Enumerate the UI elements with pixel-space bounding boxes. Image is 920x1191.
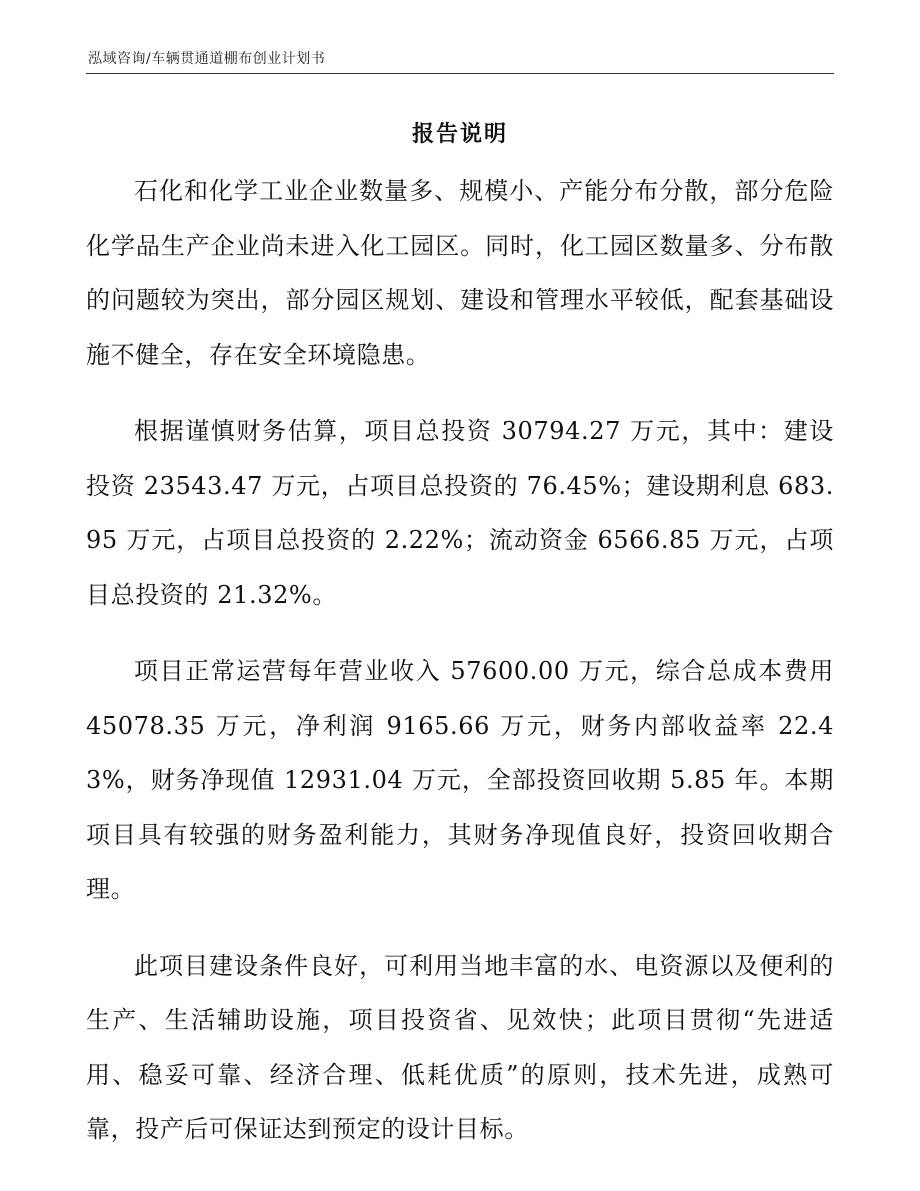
- report-body: [86, 164, 834, 1179]
- paragraph-financial-returns: 项目正常运营每年营业收入 57600.00 万元，综合总成本费用 45078.35 万元，净利润 9165.66 万元，财务内部收益率 22.43%，财务净现值 12931.04 万元，全部投资回收期 5.85 年。本期项目具有较强的财务盈利能力，其财务净现值良好，投资回收期合理。: [86, 657, 834, 903]
- header-divider: [86, 73, 834, 74]
- paragraph-investment-estimate: 根据谨慎财务估算，项目总投资 30794.27 万元，其中：建设投资 23543.47 万元，占项目总投资的 76.45%；建设期利息 683.95 万元，占项目总投资的 2.22%；流动资金 6566.85 万元，占项目总投资的 21.32%。: [86, 417, 834, 609]
- section-title: 报告说明: [411, 121, 508, 147]
- running-header: 泓域咨询/车辆贯通道棚布创业计划书: [88, 51, 326, 67]
- paragraph-industry-background: 石化和化学工业企业数量多、规模小、产能分布分散，部分危险化学品生产企业尚未进入化工园区。同时，化工园区数量多、分布散的问题较为突出，部分园区规划、建设和管理水平较低，配套基础设施不健全，存在安全环境隐患。: [86, 177, 834, 369]
- paragraph-construction-conditions: 此项目建设条件良好，可利用当地丰富的水、电资源以及便利的生产、生活辅助设施，项目投资省、见效快；此项目贯彻“先进适用、稳妥可靠、经济合理、低耗优质”的原则，技术先进，成熟可靠，投产后可保证达到预定的设计目标。: [86, 951, 834, 1143]
